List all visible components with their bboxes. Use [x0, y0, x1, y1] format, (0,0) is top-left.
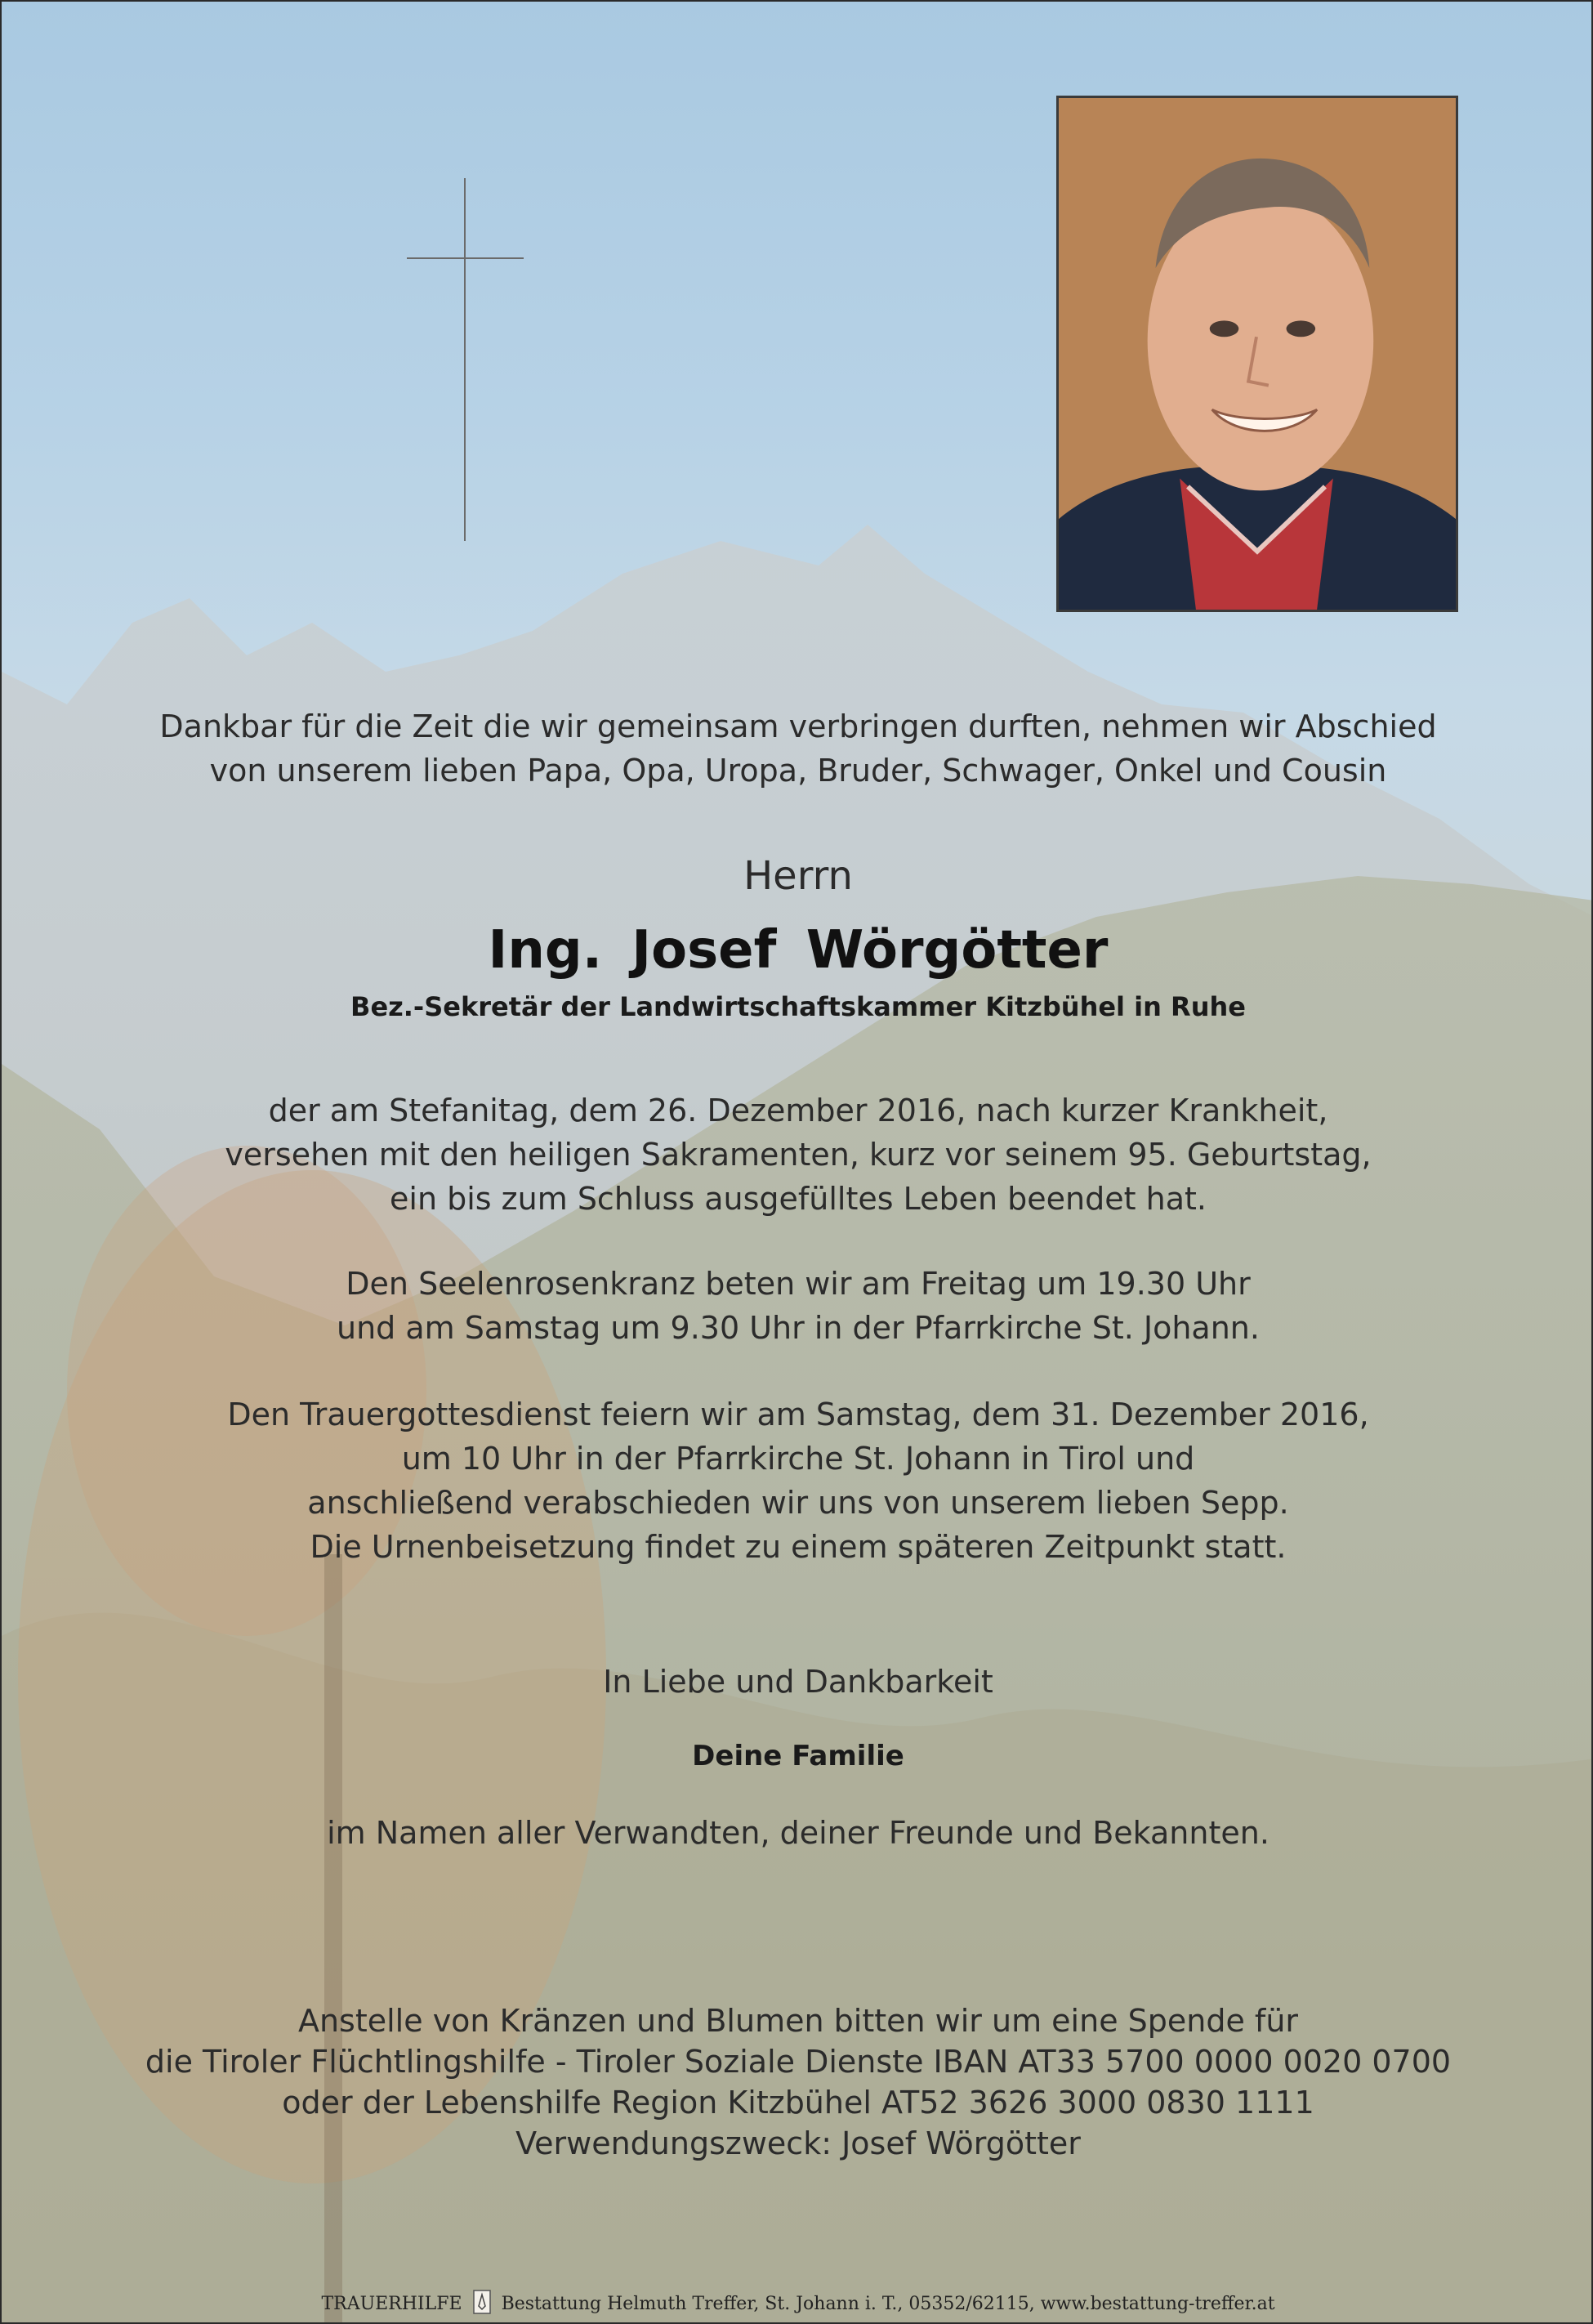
donation-line: oder der Lebenshilfe Region Kitzbühel AT52 3626 3000 0830 1111	[282, 2085, 1314, 2121]
intro-line: Dankbar für die Zeit die wir gemeinsam verbringen durften, nehmen wir Abschied	[159, 708, 1437, 744]
footer-brand: TRAUERHILFE	[321, 2294, 462, 2314]
death-notice-line: ein bis zum Schluss ausgefülltes Leben beendet hat.	[390, 1181, 1207, 1217]
death-notice-line: der am Stefanitag, dem 26. Dezember 2016, nach kurzer Krankheit,	[268, 1093, 1328, 1128]
portrait-illustration	[1059, 98, 1456, 610]
funeral-line: Den Trauergottesdienst feiern wir am Samstag, dem 31. Dezember 2016,	[227, 1397, 1369, 1432]
death-notice	[2, 1088, 1593, 1221]
deceased-name: Ing. Josef Wörgötter	[488, 920, 1109, 981]
funeral-line: anschließend verabschieden wir uns von unserem lieben Sepp.	[307, 1485, 1289, 1521]
closing-text: In Liebe und Dankbarkeit	[603, 1664, 993, 1700]
funeral-info	[2, 1392, 1593, 1569]
intro-text	[2, 704, 1593, 793]
relatives-text: im Namen aller Verwandten, deiner Freunde und Bekannten.	[327, 1815, 1269, 1851]
donation-info	[2, 2000, 1593, 2164]
rosary-line: Den Seelenrosenkranz beten wir am Freitag um 19.30 Uhr	[346, 1266, 1251, 1302]
funeral-line: Die Urnenbeisetzung findet zu einem späteren Zeitpunkt statt.	[310, 1529, 1287, 1565]
funeral-line: um 10 Uhr in der Pfarrkirche St. Johann in Tirol und	[401, 1441, 1195, 1477]
death-notice-line: versehen mit den heiligen Sakramenten, kurz vor seinem 95. Geburtstag,	[225, 1137, 1372, 1173]
cross-icon	[464, 178, 466, 541]
donation-line: die Tiroler Flüchtlingshilfe - Tiroler Soziale Dienste IBAN AT33 5700 0000 0020 0700	[145, 2044, 1452, 2080]
cross-icon-bar	[407, 257, 524, 259]
rosary-line: und am Samstag um 9.30 Uhr in der Pfarrkirche St. Johann.	[337, 1310, 1260, 1346]
salutation: Herrn	[743, 853, 853, 899]
donation-line: Anstelle von Kränzen und Blumen bitten wir um eine Spende für	[297, 2003, 1299, 2039]
rosary-info	[2, 1262, 1593, 1350]
praying-hands-icon	[473, 2290, 491, 2319]
deceased-title: Bez.-Sekretär der Landwirtschaftskammer Kitzbühel in Ruhe	[350, 991, 1246, 1022]
intro-line: von unserem lieben Papa, Opa, Uropa, Bruder, Schwager, Onkel und Cousin	[209, 753, 1387, 789]
donation-line: Verwendungszweck: Josef Wörgötter	[515, 2125, 1081, 2161]
portrait-photo	[1056, 96, 1458, 612]
family-signature: Deine Familie	[692, 1740, 904, 1772]
funeral-home-footer	[2, 2290, 1593, 2319]
footer-text: Bestattung Helmuth Treffer, St. Johann i. T., 05352/62115, www.bestattung-treffer.at	[501, 2294, 1275, 2314]
